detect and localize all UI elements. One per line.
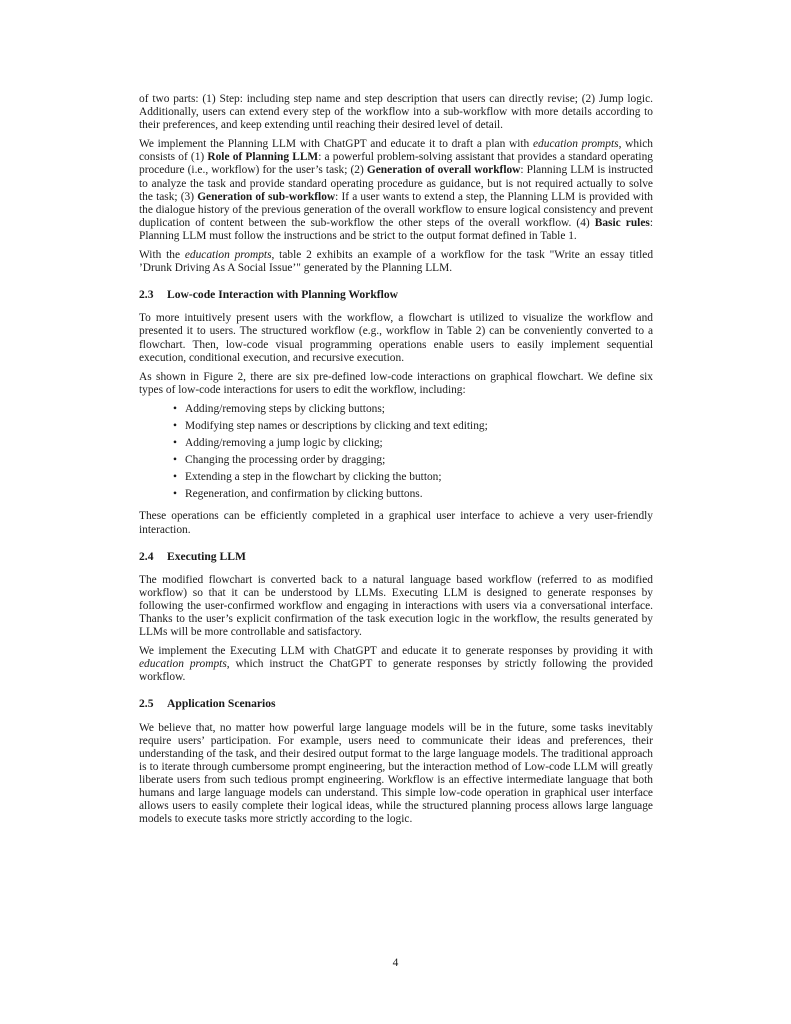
paragraph-flowchart-intro: To more intuitively present users with the workflow, a flowchart is utilized to visualize the workflow and presented it to users. The structured workflow (e.g., workflow in Table 2) can be conveniently converted to a flowchart. Then, low-code visual programming operations enable users to easily implement sequential execution, conditional execution, and recursive execution. [139,312,653,364]
bullet-icon: • [173,437,177,450]
bullet-list-interactions [139,403,653,502]
paragraph-executing-llm: We implement the Executing LLM with ChatGPT and educate it to generate responses by providing it with education prompts, which instruct the ChatGPT to generate responses by strictly following the provided workflow. [139,645,654,684]
emphasis-education-prompts: education prompts [184,249,272,262]
page-number: 4 [392,957,399,969]
section-title: Application Scenarios [167,697,276,711]
section-title: Low-code Interaction with Planning Workflow [167,288,399,302]
paragraph-table2-example: With the education prompts, table 2 exhibits an example of a workflow for the task "Write an essay titled ’Drunk Driving As A Social Issue’" generated by the Planning LLM. [139,249,654,275]
section-number: 2.5 [139,697,154,711]
section-number: 2.4 [139,549,154,563]
list-item: • Adding/removing steps by clicking buttons; [173,402,385,415]
bullet-icon: • [173,471,177,484]
bullet-icon: • [173,402,177,415]
bold-generation-sub-workflow: Generation of sub-workflow [197,190,336,203]
bold-role-of-planning-llm: Role of Planning LLM [207,151,319,164]
section-number: 2.3 [139,288,154,302]
bold-generation-overall-workflow: Generation of overall workflow [366,164,521,177]
bold-basic-rules: Basic rules [594,216,650,229]
paragraph-planning-llm: We implement the Planning LLM with ChatGPT and educate it to draft a plan with education prompts, which consists of (1) Role of Planning LLM: a powerful problem-solving assistant that provides a standard operating procedure (i.e., workflow) for the user’s task; (2) Generation of overall workflow: Planning LLM is instructed to analyze the task and provide standard operating procedure as guidance, but is not required actually to solve the task; (3) Generation of sub-workflow: If a user wants to extend a step, the Planning LLM is provided with the dialogue history of the previous generation of the overall workflow to ensure logical consistency and prevent duplication of content between the sub-workflow the other steps of the overall workflow. (4) Basic rules: Planning LLM must follow the instructions and be strict to the output format defined in Table 1. [139,138,654,242]
paragraph-workflow-parts: of two parts: (1) Step: including step name and step description that users can directly revise; (2) Jump logic. Additionally, users can extend every step of the workflow into a sub-workflow with more details according to their preferences, and keep extending until reaching their desired level of detail. [139,93,653,132]
section-heading-2-4 [139,550,653,563]
list-item: • Adding/removing a jump logic by clicking; [173,437,383,450]
list-item: • Extending a step in the flowchart by clicking the button; [173,471,442,484]
paragraph-six-interactions: As shown in Figure 2, there are six pre-defined low-code interactions on graphical flowchart. We define six types of low-code interactions for users to edit the workflow, including: [139,370,653,396]
section-heading-2-3 [139,288,653,301]
list-item: • Changing the processing order by dragging; [173,454,386,467]
section-heading-2-5 [139,697,653,710]
emphasis-education-prompts: education prompts [139,658,227,671]
bullet-icon: • [173,419,177,432]
paragraph-modified-flowchart: The modified flowchart is converted back to a natural language based workflow (referred to as modified workflow) so that it can be understood by LLMs. Executing LLM is designed to generate responses by following the user-confirmed workflow and engaging in interactions with users via a conversational interface. Thanks to the user’s explicit confirmation of the task execution logic in the workflow, the results generated by LLMs will be more controllable and satisfactory. [139,573,653,639]
section-title: Executing LLM [167,549,246,563]
list-item: • Modifying step names or descriptions by clicking and text editing; [173,419,488,432]
list-item: • Regeneration, and confirmation by clicking buttons. [173,488,423,501]
paragraph-gui-operations: These operations can be efficiently completed in a graphical user interface to achieve a very user-friendly interaction. [139,510,653,536]
bullet-icon: • [173,454,177,467]
bullet-icon: • [173,488,177,501]
page-body [139,93,653,832]
emphasis-education-prompts: education prompts [533,138,619,151]
paragraph-application-scenarios: We believe that, no matter how powerful large language models will be in the future, some tasks inevitably require users’ participation. For example, users need to communicate their ideas and preferences, their understanding of the task, and their desired output format to the large language models. The traditional approach is to iterate through cumbersome prompt engineering, but the interaction method of Low-code LLM will greatly liberate users from such tedious prompt engineering. Workflow is an effective intermediate language that both humans and large language models can understand. This simple low-code operation in graphical user interface allows users to easily complete their logical ideas, while the structured planning process allows large language models to execute tasks more strictly according to the logic. [139,721,653,826]
